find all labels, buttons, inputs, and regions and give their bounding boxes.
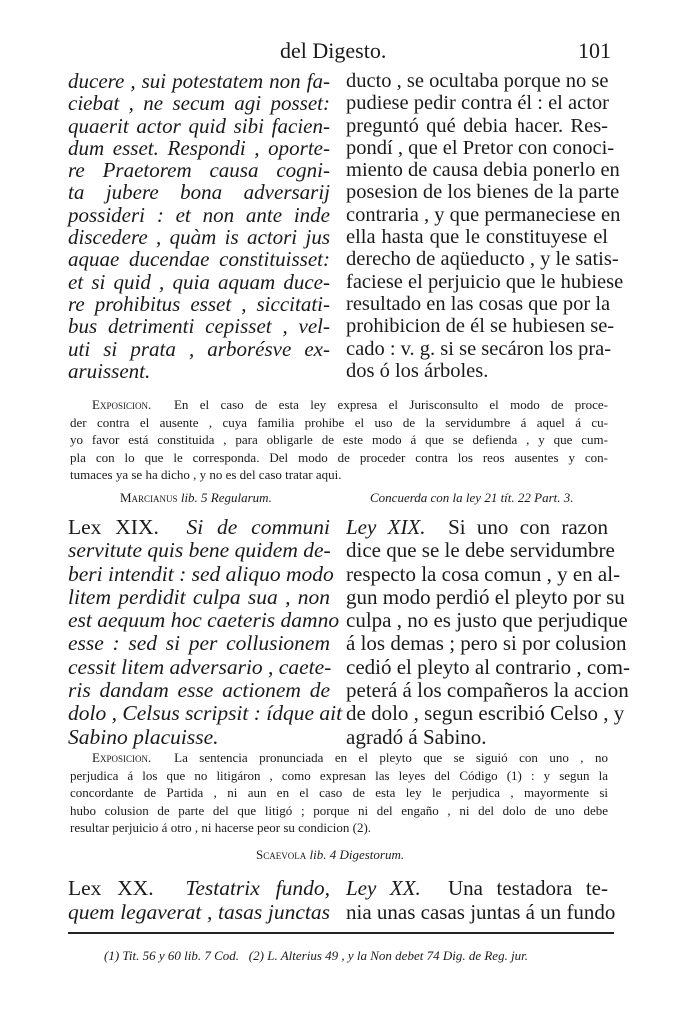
exposition-note-1 <box>70 396 608 484</box>
footnotes: (1) Tit. 56 y 60 lib. 7 Cod. (2) L. Alterius 49 , y la Non debet 74 Dig. de Reg. jur. <box>104 948 529 963</box>
running-header: del Digesto. <box>280 38 387 63</box>
law-heading: Ley XIX. <box>346 515 426 539</box>
source-citation <box>120 490 272 506</box>
note-line: hubo colusion de parte del que litigó ; porque ni del engaño , ni del dolo de uno debe <box>70 802 608 818</box>
text-line: et si quid , quia aquam duce- <box>68 269 330 294</box>
spanish-text-block-3 <box>346 876 616 924</box>
text-line: Una testadora te- <box>447 876 609 900</box>
text-line: re Praetorem causa cogni- <box>68 158 330 183</box>
latin-text-block-3 <box>68 876 330 924</box>
text-line: resultado en las cosas que por la <box>346 292 611 315</box>
text-line: pondí , que el Pretor con conoci- <box>346 136 615 159</box>
note-line: tumaces ya se ha dicho , y no es del caso tratar aqui. <box>70 467 342 482</box>
source-work: lib. 4 Digestorum. <box>309 847 405 862</box>
text-line: dum esset. Respondi , oporte- <box>68 135 330 160</box>
text-line: aruissent. <box>68 358 151 383</box>
text-line: agradó á Sabino. <box>346 724 487 749</box>
text-line: dice que se le debe servidumbre <box>346 538 615 563</box>
text-line: esse : sed si per collusionem <box>68 631 330 656</box>
text-line: derecho de aqüeducto , y le satis- <box>346 248 619 271</box>
text-line: ris dandam esse actionem de <box>68 678 330 703</box>
spanish-text-block-1 <box>346 70 624 382</box>
text-line: á los demas ; pero si por colusion <box>346 631 627 656</box>
text-line: Testatrix fundo, <box>185 876 330 900</box>
text-line: ducere , sui potestatem non fa- <box>68 69 330 93</box>
text-line: ducto , se ocultaba porque no se <box>346 70 609 92</box>
text-line: gun modo perdió el pleyto por su <box>346 584 625 609</box>
note-line: resultar perjuicio á otro , ni hacerse peor su condicion (2). <box>70 820 372 835</box>
text-line: faciese el perjuicio que le hubiese <box>346 270 624 293</box>
text-line: litem perdidit culpa sua , non <box>68 584 330 609</box>
source-work: lib. 5 Regularum. <box>180 490 272 505</box>
page-number: 101 <box>578 38 611 63</box>
text-line: aquae ducendae constituisset: <box>68 247 330 272</box>
text-line: de dolo , segun escribió Celso , y <box>346 701 625 726</box>
text-line: respecto la cosa comun , y en al- <box>346 561 621 586</box>
exposition-note-2 <box>70 749 609 837</box>
text-line: ta jubere bona adversarij <box>68 180 330 205</box>
text-line: Sabino placuisse. <box>68 724 219 749</box>
note-line: perjudica á los que no litigáron , como expresan las leyes del Código (1) : y segun la <box>70 767 608 783</box>
text-line: servitute quis bene quidem de- <box>68 538 331 563</box>
text-line: miento de causa debia ponerlo en <box>346 159 620 182</box>
note-line: pla con lo que le corresponda. Del modo de proceder contra los reos ausentes y con- <box>70 449 608 465</box>
note-line: En el caso de esta ley expresa el Jurisconsulto el modo de proce- <box>173 397 608 412</box>
text-line: posesion de los bienes de la parte <box>346 181 620 204</box>
note-line: der contra el ausente , cuya familia prohibe el uso de la servidumbre á aquel á cu- <box>70 414 608 430</box>
text-line: ella hasta que le constituyese el <box>346 226 608 249</box>
note-line: La sentencia pronunciada en el pleyto que se siguió con uno , no <box>174 750 609 765</box>
text-line: Si de communi <box>186 515 330 539</box>
text-line: culpa , no es justo que perjudique <box>346 608 628 633</box>
law-heading: Lex XX. <box>68 876 154 900</box>
text-line: contraria , y que permaneciese en <box>346 203 621 226</box>
source-author: Scaevola <box>256 847 307 862</box>
text-line: re prohibitus esset , siccitati- <box>68 291 330 316</box>
text-line: pudiese pedir contra él : el actor <box>346 92 609 115</box>
text-line: possideri : et non ante inde <box>68 202 330 227</box>
latin-text-block-2 <box>68 515 343 749</box>
source-author: Marcianus <box>120 490 178 505</box>
footnote-divider <box>68 932 614 934</box>
text-line: beri intendit : sed aliquo modo <box>68 561 334 586</box>
text-line: ciebat , ne secum agi posset: <box>68 91 330 116</box>
text-line: cado : v. g. si se secáron los pra- <box>346 337 612 360</box>
note-line: yo favor está constituida , para obligarle de este modo á que se defienda , y que cum- <box>70 432 608 447</box>
text-line: quaerit actor quid sibi facien- <box>68 113 330 138</box>
latin-text-block-1 <box>68 70 330 382</box>
text-line: cessit litem adversario , caete- <box>68 654 332 679</box>
spanish-text-block-2 <box>346 515 630 749</box>
text-line: quem legaverat , tasas junctas <box>68 900 330 924</box>
text-line: Si uno con razon <box>448 515 608 539</box>
concordance-citation: Concuerda con la ley 21 tít. 22 Part. 3. <box>370 490 574 505</box>
law-heading: Lex XIX. <box>68 515 159 539</box>
text-line: preguntó qué debia hacer. Res- <box>346 114 608 137</box>
text-line: cedió el pleyto al contrario , com- <box>346 654 630 679</box>
text-line: est aequum hoc caeteris damno <box>68 608 340 633</box>
exposition-label: Exposicion. <box>92 750 152 765</box>
text-line: dolo , Celsus scripsit : ídque ait <box>68 701 343 726</box>
text-line: prohibicion de él se hubiesen se- <box>346 315 615 338</box>
text-line: dos ó los árboles. <box>346 359 489 382</box>
text-line: nia unas casas juntas á un fundo <box>346 900 616 924</box>
source-citation <box>256 847 404 863</box>
law-heading: Ley XX. <box>346 876 421 900</box>
note-line: concordante de Partida , ni aun en el caso de esta ley le perjudica , mayormente si <box>70 785 608 800</box>
text-line: discedere , quàm is actori jus <box>68 225 330 250</box>
exposition-label: Exposicion. <box>92 397 152 412</box>
text-line: bus detrimenti cepisset , vel- <box>68 314 330 339</box>
text-line: uti si prata , arborésve ex- <box>68 336 330 361</box>
text-line: peterá á los compañeros la accion <box>346 678 629 703</box>
